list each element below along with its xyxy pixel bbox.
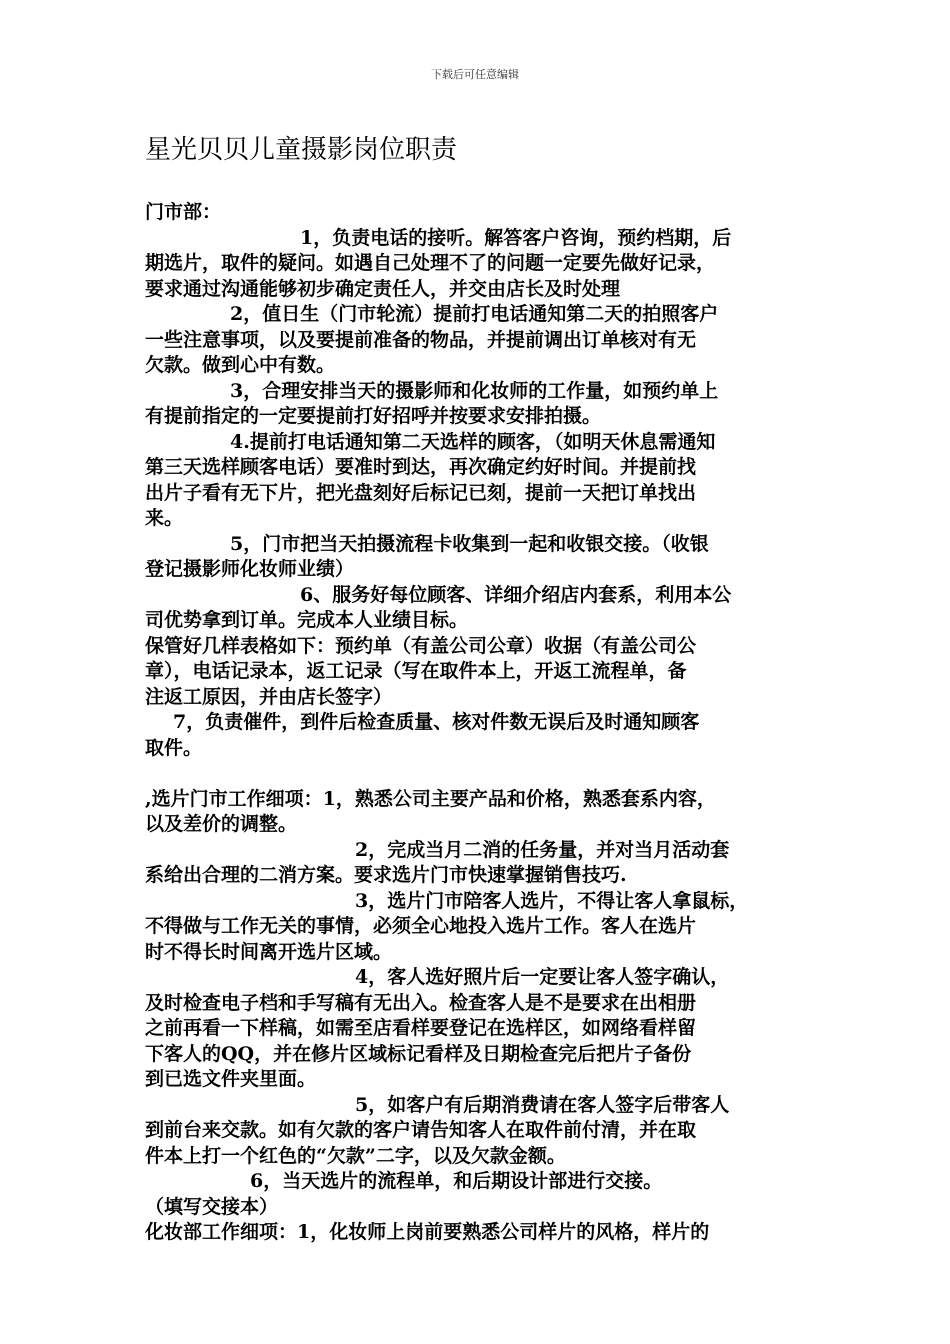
document-title: 星光贝贝儿童摄影岗位职责 <box>145 135 458 165</box>
text-line: 5，门市把当天拍摄流程卡收集到一起和收银交接。（收银 <box>230 532 709 555</box>
text-line: 注返工原因，并由店长签字） <box>145 685 393 708</box>
text-line: 要求通过沟通能够初步确定责任人，并交由店长及时处理 <box>145 277 621 300</box>
text-line: 来。 <box>145 507 184 529</box>
text-line: 下客人的QQ，并在修片区域标记看样及日期检查完后把片子备份 <box>145 1042 692 1065</box>
text-line: 时不得长时间离开选片区域。 <box>145 940 393 963</box>
text-line: 5，如客户有后期消费请在客人签字后带客人 <box>355 1093 730 1116</box>
text-line: 出片子看有无下片，把光盘刻好后标记已刻，提前一天把订单找出 <box>145 481 697 504</box>
text-line: 4，客人选好照片后一定要让客人签字确认， <box>355 966 730 988</box>
text-line: 到已选文件夹里面。 <box>145 1068 317 1090</box>
text-line: 及时检查电子档和手写稿有无出入。检查客人是不是要求在出相册 <box>145 991 697 1014</box>
text-line <box>145 761 810 787</box>
text-line: 之前再看一下样稿，如需至店看样要登记在选样区，如网络看样留 <box>145 1017 697 1039</box>
text-line: 7，负责催件，到件后检查质量、核对件数无误后及时通知顾客 <box>173 711 700 733</box>
text-line: 有提前指定的一定要提前打好招呼并按要求安排拍摄。 <box>145 405 602 427</box>
text-line: 2，完成当月二消的任务量，并对当月活动套 <box>355 838 730 861</box>
text-line: 一些注意事项，以及要提前准备的物品，并提前调出订单核对有无 <box>145 328 697 351</box>
text-line: 取件。 <box>145 736 203 759</box>
text-line: 司优势拿到订单。完成本人业绩目标。 <box>145 609 469 631</box>
text-line: 6、服务好每位顾客、详细介绍店内套系，利用本公 <box>300 583 732 606</box>
header-note: 下载后可任意编辑 <box>431 68 519 81</box>
text-line: 系给出合理的二消方案。要求选片门市快速掌握销售技巧. <box>145 864 627 886</box>
text-line: 4.提前打电话通知第二天选样的顾客，（如明天休息需通知 <box>230 430 716 453</box>
text-line: ,选片门市工作细项：1，熟悉公司主要产品和价格，熟悉套系内容， <box>145 787 716 810</box>
text-line: 欠款。做到心中有数。 <box>145 354 336 376</box>
text-line: 2，值日生（门市轮流）提前打电话通知第二天的拍照客户 <box>230 303 719 325</box>
document-body <box>145 200 810 1246</box>
text-line: 第三天选样顾客电话）要准时到达，再次确定约好时间。并提前找 <box>145 456 697 478</box>
text-line: 门市部： <box>145 201 222 223</box>
text-line: 1，负责电话的接听。解答客户咨询，预约档期，后 <box>300 226 732 249</box>
text-line: 到前台来交款。如有欠款的客户请告知客人在取件前付清，并在取 <box>145 1119 697 1141</box>
text-line: 期选片，取件的疑问。如遇自己处理不了的问题一定要先做好记录， <box>145 252 716 274</box>
text-line: 不得做与工作无关的事情，必须全心地投入选片工作。客人在选片 <box>145 915 697 937</box>
text-line: 3，选片门市陪客人选片，不得让客人拿鼠标， <box>355 889 749 912</box>
text-line: 3，合理安排当天的摄影师和化妆师的工作量，如预约单上 <box>230 379 719 402</box>
text-line: 化妆部工作细项：1，化妆师上岗前要熟悉公司样片的风格，样片的 <box>145 1221 710 1243</box>
text-line: 6，当天选片的流程单，和后期设计部进行交接。 <box>250 1170 663 1192</box>
text-line: 以及差价的调整。 <box>145 813 298 835</box>
text-line: 保管好几样表格如下：预约单（有盖公司公章）收据（有盖公司公 <box>145 634 697 657</box>
text-line: （填写交接本） <box>145 1195 279 1218</box>
text-line: 登记摄影师化妆师业绩） <box>145 558 355 580</box>
text-line: 件本上打一个红色的“欠款”二字，以及欠款金额。 <box>145 1144 566 1167</box>
text-line: 章），电话记录本，返工记录（写在取件本上，开返工流程单，备 <box>145 660 687 682</box>
